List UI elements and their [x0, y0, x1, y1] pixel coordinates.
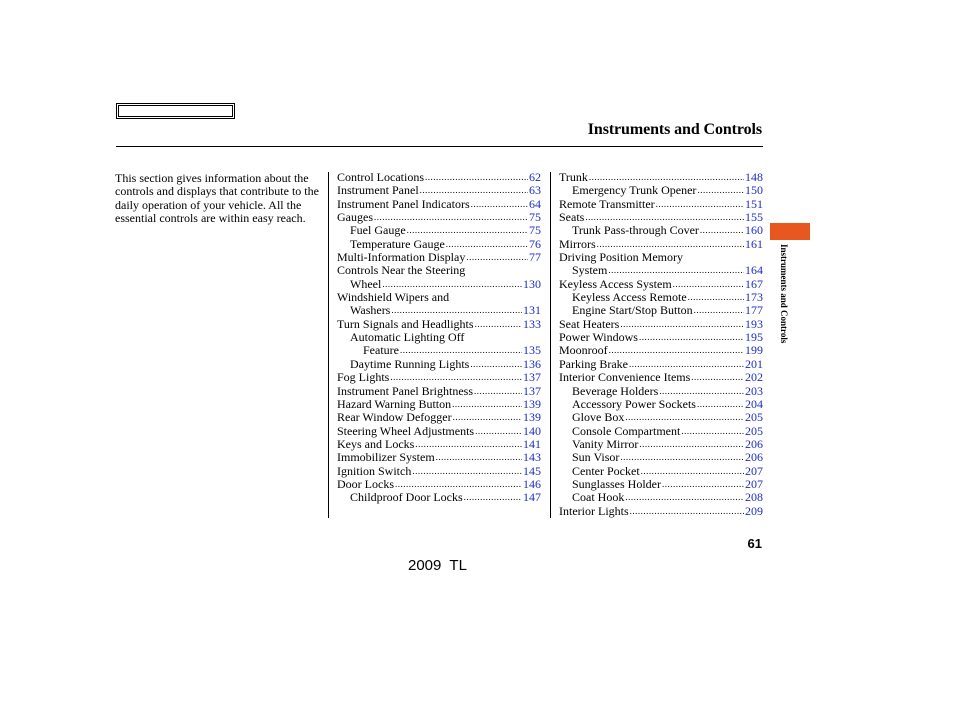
dot-leader [395, 478, 522, 491]
toc-page-link[interactable]: 155 [745, 211, 763, 225]
toc-page-link[interactable]: 203 [745, 384, 763, 398]
toc-page-link[interactable]: 160 [745, 224, 763, 238]
toc-entry-label: Hazard Warning Button [337, 397, 452, 411]
toc-entry[interactable] [559, 411, 763, 424]
toc-entry[interactable] [559, 171, 763, 184]
toc-entry-label-line [559, 251, 763, 264]
toc-entry[interactable] [559, 304, 763, 317]
toc-entry[interactable] [559, 505, 763, 518]
toc-entry[interactable] [337, 478, 541, 491]
toc-entry-label: Controls Near the Steering [337, 264, 466, 278]
toc-entry-label: Trunk [559, 171, 588, 184]
toc-entry[interactable] [337, 318, 541, 331]
toc-page-link[interactable]: 167 [745, 277, 763, 291]
toc-page-link[interactable]: 140 [523, 424, 541, 438]
dot-leader [425, 171, 528, 184]
dot-leader [407, 224, 528, 237]
toc-entry[interactable] [559, 238, 763, 251]
dot-leader [697, 398, 744, 411]
section-tab-marker[interactable] [770, 223, 810, 240]
toc-entry-label: Daytime Running Lights [350, 357, 470, 371]
toc-page-link[interactable]: 206 [745, 451, 763, 465]
toc-page-link[interactable]: 195 [745, 331, 763, 345]
toc-entry[interactable] [337, 465, 541, 478]
toc-entry-label: Multi-Information Display [337, 251, 466, 265]
toc-entry-label: Accessory Power Sockets [572, 397, 696, 411]
toc-entry[interactable] [559, 358, 763, 371]
toc-page-link[interactable]: 151 [745, 197, 763, 211]
toc-page-link[interactable]: 76 [529, 237, 541, 251]
toc-entry[interactable] [559, 198, 763, 211]
toc-entry[interactable] [337, 184, 541, 197]
toc-page-link[interactable]: 207 [745, 477, 763, 491]
toc-entry-label: Emergency Trunk Opener [572, 184, 697, 198]
intro-text: This section gives information about the controls and displays that contribute to the daily operation of your vehicle. All the essential controls are within easy reach. [115, 171, 319, 226]
toc-page-link[interactable]: 77 [529, 251, 541, 265]
dot-leader [412, 465, 522, 478]
toc-entry-label: Door Locks [337, 477, 394, 491]
toc-entry[interactable] [559, 398, 763, 411]
toc-entry[interactable] [337, 411, 541, 424]
toc-entry-label: Steering Wheel Adjustments [337, 424, 475, 438]
toc-entry[interactable] [337, 304, 541, 317]
toc-entry[interactable] [559, 478, 763, 491]
toc-page-link[interactable]: 146 [523, 477, 541, 491]
toc-page-link[interactable]: 147 [523, 491, 541, 505]
toc-page-link[interactable]: 208 [745, 491, 763, 505]
dot-leader [608, 264, 744, 277]
dot-leader [609, 344, 744, 357]
toc-page-link[interactable]: 161 [745, 237, 763, 251]
toc-page-link[interactable]: 75 [529, 224, 541, 238]
toc-entry[interactable] [559, 491, 763, 504]
toc-entry[interactable] [559, 465, 763, 478]
toc-page-link[interactable]: 199 [745, 344, 763, 358]
toc-entry[interactable] [337, 344, 541, 357]
toc-entry[interactable] [337, 371, 541, 384]
toc-page-link[interactable]: 207 [745, 464, 763, 478]
toc-entry-label: Instrument Panel Indicators [337, 197, 470, 211]
toc-page-link[interactable]: 202 [745, 371, 763, 385]
dot-leader [400, 344, 522, 357]
toc-entry[interactable] [559, 318, 763, 331]
toc-entry-label: Parking Brake [559, 357, 628, 371]
toc-entry-label: Sun Visor [572, 451, 620, 465]
dot-leader [585, 211, 744, 224]
toc-entry-label: Instrument Panel Brightness [337, 384, 473, 398]
toc-entry-label: Keys and Locks [337, 437, 415, 451]
dot-leader [464, 491, 522, 504]
toc-page-link[interactable]: 141 [523, 437, 541, 451]
toc-entry-label: Keyless Access System [559, 277, 672, 291]
dot-leader [625, 411, 744, 424]
dot-leader [630, 505, 744, 518]
toc-page-link[interactable]: 135 [523, 344, 541, 358]
dot-leader [589, 171, 744, 184]
toc-page-link[interactable]: 139 [523, 397, 541, 411]
dot-leader [673, 278, 744, 291]
toc-page-link[interactable]: 62 [529, 171, 541, 184]
main-menu-button[interactable] [116, 103, 235, 119]
dot-leader [471, 198, 528, 211]
toc-entry[interactable] [559, 371, 763, 384]
dot-leader [625, 491, 744, 504]
toc-entry[interactable] [337, 251, 541, 264]
toc-entry[interactable] [559, 264, 763, 277]
toc-page-link[interactable]: 63 [529, 184, 541, 198]
toc-entry-label: Moonroof [559, 344, 608, 358]
toc-entry[interactable] [337, 451, 541, 464]
dot-leader [697, 184, 744, 197]
toc-entry[interactable] [337, 398, 541, 411]
toc-page-link[interactable]: 205 [745, 411, 763, 425]
toc-entry-label: Beverage Holders [572, 384, 659, 398]
toc-page-link[interactable]: 137 [523, 384, 541, 398]
toc-page-link[interactable]: 164 [745, 264, 763, 278]
toc-page-link[interactable]: 130 [523, 277, 541, 291]
toc-entry-label-line [337, 264, 541, 277]
toc-entry-label: Driving Position Memory [559, 251, 684, 265]
dot-leader [466, 251, 528, 264]
dot-leader [639, 438, 744, 451]
toc-entry-label: Trunk Pass-through Cover [572, 224, 699, 238]
column-divider-left [328, 172, 329, 518]
toc-page-link[interactable]: 139 [523, 411, 541, 425]
toc-entry-label: Ignition Switch [337, 464, 412, 478]
toc-entry-label: Windshield Wipers and [337, 291, 450, 305]
toc-entry-label: Wheel [350, 277, 382, 291]
dot-leader [629, 358, 744, 371]
toc-entry-label: Temperature Gauge [350, 237, 445, 251]
toc-entry-label: Center Pocket [572, 464, 640, 478]
toc-entry-label: Sunglasses Holder [572, 477, 661, 491]
model-footer: 2009 TL [408, 557, 467, 574]
toc-column-right [559, 171, 763, 518]
toc-entry[interactable] [337, 238, 541, 251]
toc-entry-label: Vanity Mirror [572, 437, 639, 451]
dot-leader [436, 451, 522, 464]
toc-entry-label: Washers [350, 304, 391, 318]
toc-entry[interactable] [337, 224, 541, 237]
toc-page-link[interactable]: 173 [745, 291, 763, 305]
toc-entry[interactable] [337, 171, 541, 184]
toc-entry[interactable] [559, 184, 763, 197]
title-rule [116, 146, 763, 147]
dot-leader [641, 465, 744, 478]
dot-leader [452, 398, 522, 411]
toc-entry-label: Fuel Gauge [350, 224, 406, 238]
toc-page-link[interactable]: 209 [745, 504, 763, 518]
toc-entry[interactable] [559, 438, 763, 451]
toc-entry-label-line [337, 331, 541, 344]
toc-entry-label: Automatic Lighting Off [350, 331, 465, 345]
toc-entry-label-line [337, 291, 541, 304]
toc-entry-label: Mirrors [559, 237, 596, 251]
dot-leader [475, 425, 522, 438]
dot-leader [390, 371, 522, 384]
dot-leader [620, 451, 744, 464]
toc-entry[interactable] [559, 278, 763, 291]
dot-leader [475, 318, 522, 331]
toc-page-link[interactable]: 133 [523, 317, 541, 331]
toc-entry-label: Immobilizer System [337, 451, 435, 465]
toc-entry[interactable] [337, 211, 541, 224]
toc-entry-label: Childproof Door Locks [350, 491, 463, 505]
toc-entry-label: Fog Lights [337, 371, 390, 385]
section-side-label: Instruments and Controls [779, 244, 789, 344]
dot-leader [700, 224, 744, 237]
toc-entry[interactable] [559, 344, 763, 357]
toc-entry-label: Seat Heaters [559, 317, 620, 331]
toc-entry-label: Coat Hook [572, 491, 625, 505]
toc-entry-label: Feature [363, 344, 399, 358]
toc-entry[interactable] [559, 224, 763, 237]
toc-entry-label: Remote Transmitter [559, 197, 655, 211]
toc-page-link[interactable]: 64 [529, 197, 541, 211]
toc-entry[interactable] [559, 211, 763, 224]
toc-entry-label: Power Windows [559, 331, 638, 345]
toc-page-link[interactable]: 148 [745, 171, 763, 184]
toc-entry-label: Engine Start/Stop Button [572, 304, 693, 318]
toc-page-link[interactable]: 205 [745, 424, 763, 438]
toc-entry-label: Gauges [337, 211, 373, 225]
toc-entry[interactable] [337, 425, 541, 438]
toc-page-link[interactable]: 150 [745, 184, 763, 198]
dot-leader [662, 478, 744, 491]
dot-leader [620, 318, 744, 331]
dot-leader [597, 238, 744, 251]
toc-entry-label: Instrument Panel [337, 184, 419, 198]
toc-entry[interactable] [559, 331, 763, 344]
toc-entry[interactable] [337, 358, 541, 371]
dot-leader [374, 211, 528, 224]
toc-entry-label: System [572, 264, 608, 278]
toc-entry-label: Rear Window Defogger [337, 411, 452, 425]
toc-entry[interactable] [559, 385, 763, 398]
toc-page-link[interactable]: 193 [745, 317, 763, 331]
toc-page-link[interactable]: 204 [745, 397, 763, 411]
toc-page-link[interactable]: 136 [523, 357, 541, 371]
toc-entry-label: Keyless Access Remote [572, 291, 687, 305]
dot-leader [446, 238, 528, 251]
toc-page-link[interactable]: 143 [523, 451, 541, 465]
toc-page-link[interactable]: 75 [529, 211, 541, 225]
toc-page-link[interactable]: 201 [745, 357, 763, 371]
toc-entry[interactable] [337, 198, 541, 211]
dot-leader [382, 278, 522, 291]
column-divider-right [550, 172, 551, 518]
toc-page-link[interactable]: 206 [745, 437, 763, 451]
toc-page-link[interactable]: 177 [745, 304, 763, 318]
page-number: 61 [747, 536, 762, 551]
toc-entry-label: Interior Lights [559, 504, 629, 518]
toc-entry[interactable] [559, 425, 763, 438]
toc-page-link[interactable]: 131 [523, 304, 541, 318]
dot-leader [474, 385, 522, 398]
dot-leader [688, 291, 744, 304]
toc-entry-label: Turn Signals and Headlights [337, 317, 474, 331]
dot-leader [470, 358, 522, 371]
toc-entry-label: Glove Box [572, 411, 625, 425]
toc-entry-label: Interior Convenience Items [559, 371, 691, 385]
dot-leader [453, 411, 522, 424]
toc-entry-label: Control Locations [337, 171, 424, 184]
toc-page-link[interactable]: 145 [523, 464, 541, 478]
toc-entry-label: Seats [559, 211, 585, 225]
page-title: Instruments and Controls [587, 121, 762, 138]
toc-entry[interactable] [559, 451, 763, 464]
dot-leader [420, 184, 528, 197]
dot-leader [691, 371, 744, 384]
dot-leader [415, 438, 522, 451]
toc-entry[interactable] [337, 278, 541, 291]
dot-leader [659, 385, 744, 398]
toc-column-left [337, 171, 541, 505]
toc-page-link[interactable]: 137 [523, 371, 541, 385]
dot-leader [656, 198, 744, 211]
dot-leader [694, 304, 744, 317]
dot-leader [639, 331, 744, 344]
dot-leader [391, 304, 522, 317]
toc-entry-label: Console Compartment [572, 424, 681, 438]
toc-entry[interactable] [337, 438, 541, 451]
dot-leader [681, 425, 744, 438]
toc-entry[interactable] [559, 291, 763, 304]
toc-entry[interactable] [337, 491, 541, 504]
toc-entry[interactable] [337, 385, 541, 398]
